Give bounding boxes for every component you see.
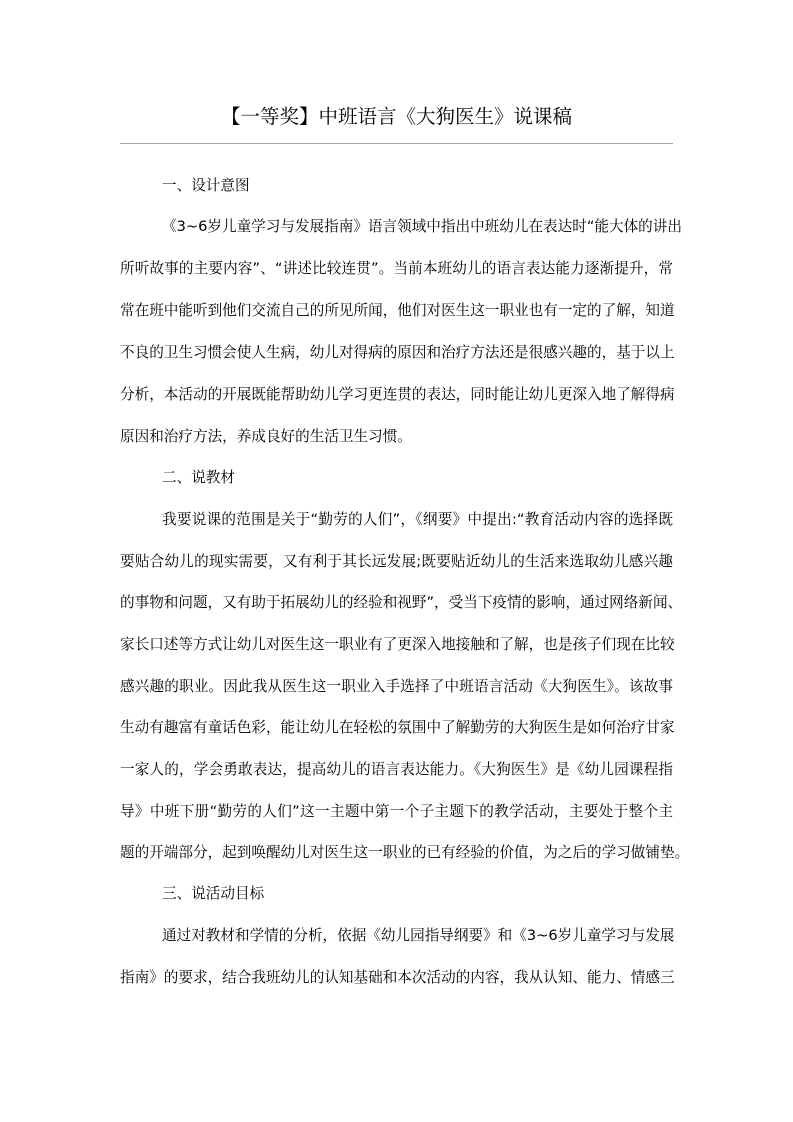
title-divider [120,143,673,144]
paragraph-line: 一家人的，学会勇敢表达，提高幼儿的语言表达能力。《大狗医生》是《幼儿园课程指 [120,761,673,778]
paragraph-line: 生动有趣富有童话色彩，能让幼儿在轻松的氛围中了解勤劳的大狗医生是如何治疗甘家 [120,719,675,736]
paragraph-line: 所听故事的主要内容”、“讲述比较连贯”。当前本班幼儿的语言表达能力逐渐提升，常 [120,260,673,277]
paragraph-line: 通过对教材和学情的分析，依据《幼儿园指导纲要》和《3~6岁儿童学习与发展 [162,927,675,944]
paragraph-line: 《3~6岁儿童学习与发展指南》语言领域中指出中班幼儿在表达时“能大体的讲出 [162,218,682,235]
paragraph-line: 常在班中能听到他们交流自己的所见所闻，他们对医生这一职业也有一定的了解，知道 [120,302,675,319]
paragraph-line: 的事物和问题，又有助于拓展幼儿的经验和视野”，受当下疫情的影响，通过网络新闻、 [120,594,683,611]
paragraph-line: 题的开端部分，起到唤醒幼儿对医生这一职业的已有经验的价值，为之后的学习做铺垫。 [120,844,690,861]
paragraph-line: 分析，本活动的开展既能帮助幼儿学习更连贯的表达，同时能让幼儿更深入地了解得病 [120,386,675,403]
paragraph-line: 要贴合幼儿的现实需要，又有利于其长远发展;既要贴近幼儿的生活来选取幼儿感兴趣 [120,553,673,570]
section-heading: 一、设计意图 [162,177,250,194]
paragraph-line: 家长口述等方式让幼儿对医生这一职业有了更深入地接触和了解，也是孩子们现在比较 [120,636,675,653]
paragraph-line: 我要说课的范围是关于“勤劳的人们”，《纲要》中提出:“教育活动内容的选择既 [162,511,673,528]
paragraph-line: 原因和治疗方法，养成良好的生活卫生习惯。 [120,428,412,445]
paragraph-line: 感兴趣的职业。因此我从医生这一职业入手选择了中班语言活动《大狗医生》。该故事 [120,678,673,695]
paragraph-line: 导》中班下册“勤劳的人们”这一主题中第一个子主题下的教学活动，主要处于整个主 [120,803,673,820]
section-heading: 二、说教材 [162,469,235,486]
paragraph-line: 不良的卫生习惯会使人生病，幼儿对得病的原因和治疗方法还是很感兴趣的，基于以上 [120,344,675,361]
section-heading: 三、说活动目标 [162,885,265,902]
page-title: 【一等奖】中班语言《大狗医生》说课稿 [220,105,572,128]
paragraph-line: 指南》的要求，结合我班幼儿的认知基础和本次活动的内容，我从认知、能力、情感三 [120,969,675,986]
